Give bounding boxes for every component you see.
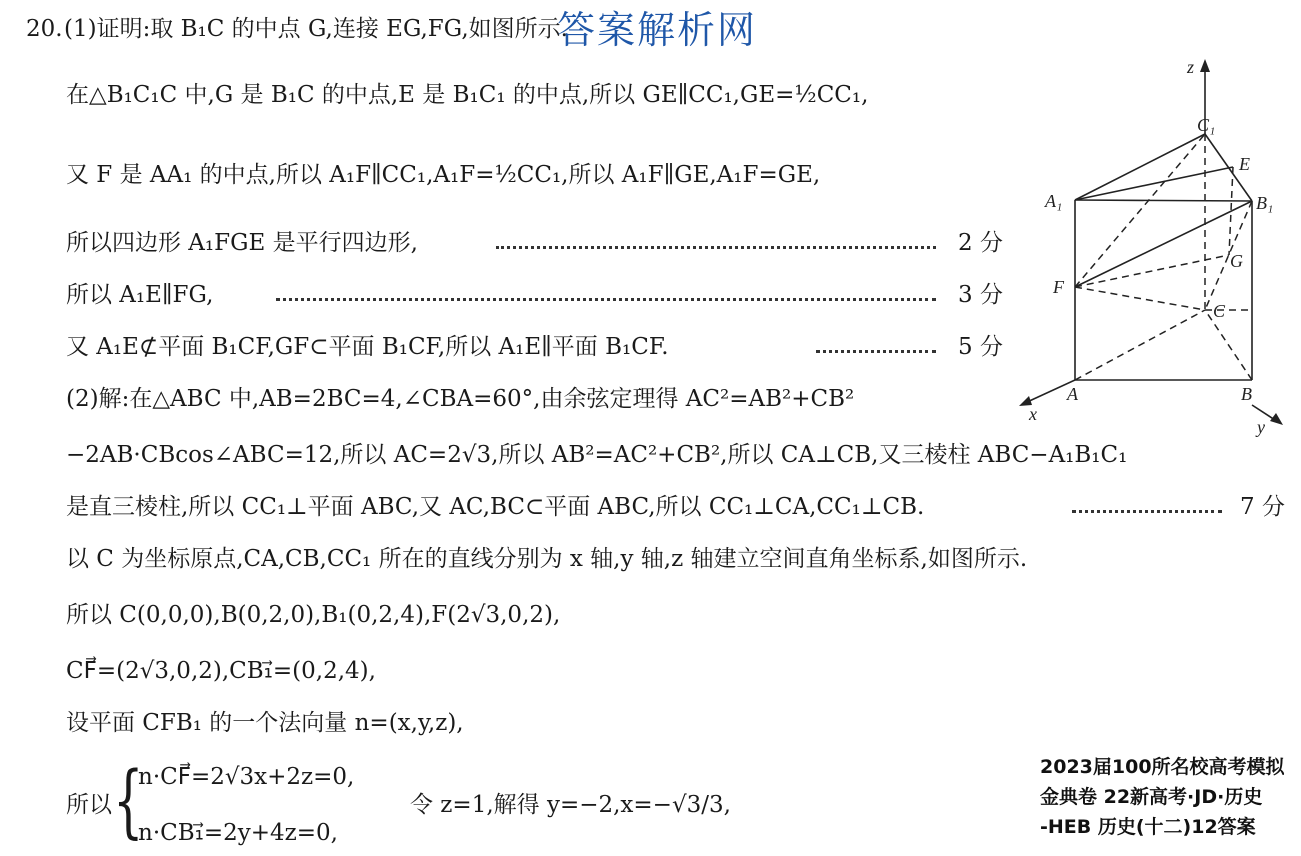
system-equation-1: n·CF⃗=2√3x+2z=0, bbox=[138, 764, 355, 790]
proof-intro-line: (1)证明:取 B₁C 的中点 G,连接 EG,FG,如图所示. bbox=[64, 16, 568, 42]
z-arrow-icon bbox=[1200, 59, 1210, 72]
proof-line-6: 又 A₁E⊄平面 B₁CF,GF⊂平面 B₁CF,所以 A₁E∥平面 B₁CF. bbox=[66, 334, 669, 360]
label-a: A bbox=[1067, 384, 1078, 404]
score-mark: 5 分 bbox=[958, 334, 1003, 360]
footer-line-1: 2023届100所名校高考模拟 bbox=[1040, 756, 1285, 778]
dot-leader bbox=[496, 246, 936, 249]
label-x: x bbox=[1029, 404, 1037, 424]
solution-line-1: (2)解:在△ABC 中,AB=2BC=4,∠CBA=60°,由余弦定理得 AC²=AB²+CB² bbox=[66, 386, 855, 412]
label-c1: C₁ bbox=[1197, 115, 1216, 135]
label-y: y bbox=[1257, 417, 1265, 437]
label-f: F bbox=[1053, 277, 1064, 297]
solution-line-3: 是直三棱柱,所以 CC₁⊥平面 ABC,又 AC,BC⊂平面 ABC,所以 CC₁⊥CA,CC₁⊥CB. bbox=[66, 494, 925, 520]
footer-line-3: -HEB 历史(十二)12答案 bbox=[1040, 816, 1256, 838]
system-brace: { bbox=[113, 754, 144, 847]
system-result: 令 z=1,解得 y=−2,x=−√3/3, bbox=[410, 792, 731, 818]
score-mark: 7 分 bbox=[1240, 494, 1285, 520]
system-equation-2: n·CB₁⃗=2y+4z=0, bbox=[138, 820, 338, 846]
system-prefix: 所以 bbox=[66, 792, 112, 818]
dot-leader bbox=[1072, 510, 1222, 513]
label-a1: A₁ bbox=[1045, 191, 1063, 211]
label-b1: B₁ bbox=[1256, 193, 1274, 213]
label-e: E bbox=[1239, 154, 1250, 174]
solution-line-6: CF⃗=(2√3,0,2),CB₁⃗=(0,2,4), bbox=[66, 658, 376, 684]
solution-line-7: 设平面 CFB₁ 的一个法向量 n=(x,y,z), bbox=[66, 710, 464, 736]
score-mark: 3 分 bbox=[958, 282, 1003, 308]
label-c: C bbox=[1213, 301, 1226, 321]
proof-line-3: 又 F 是 AA₁ 的中点,所以 A₁F∥CC₁,A₁F=½CC₁,所以 A₁F∥GE,A₁F=GE, bbox=[66, 162, 821, 188]
solution-line-5: 所以 C(0,0,0),B(0,2,0),B₁(0,2,4),F(2√3,0,2), bbox=[66, 602, 561, 628]
dot-leader bbox=[816, 350, 936, 353]
solution-line-4: 以 C 为坐标原点,CA,CB,CC₁ 所在的直线分别为 x 轴,y 轴,z 轴建立空间直角坐标系,如图所示. bbox=[66, 546, 1028, 572]
proof-line-2: 在△B₁C₁C 中,G 是 B₁C 的中点,E 是 B₁C₁ 的中点,所以 GE∥CC₁,GE=½CC₁, bbox=[66, 82, 869, 108]
y-arrow-icon bbox=[1270, 413, 1283, 425]
score-mark: 2 分 bbox=[958, 230, 1003, 256]
watermark: 答案解析网 bbox=[557, 8, 758, 52]
proof-line-4: 所以四边形 A₁FGE 是平行四边形, bbox=[66, 230, 418, 256]
prism-figure bbox=[1015, 55, 1301, 440]
dot-leader bbox=[276, 298, 936, 301]
proof-line-5: 所以 A₁E∥FG, bbox=[66, 282, 214, 308]
problem-number: 20. bbox=[26, 16, 63, 42]
label-z: z bbox=[1187, 57, 1195, 77]
solution-line-2: −2AB·CBcos∠ABC=12,所以 AC=2√3,所以 AB²=AC²+CB²,所以 CA⊥CB,又三棱柱 ABC−A₁B₁C₁ bbox=[66, 442, 1128, 468]
label-b: B bbox=[1241, 384, 1252, 404]
footer-line-2: 金典卷 22新高考·JD·历史 bbox=[1040, 786, 1263, 808]
label-g: G bbox=[1230, 251, 1243, 271]
